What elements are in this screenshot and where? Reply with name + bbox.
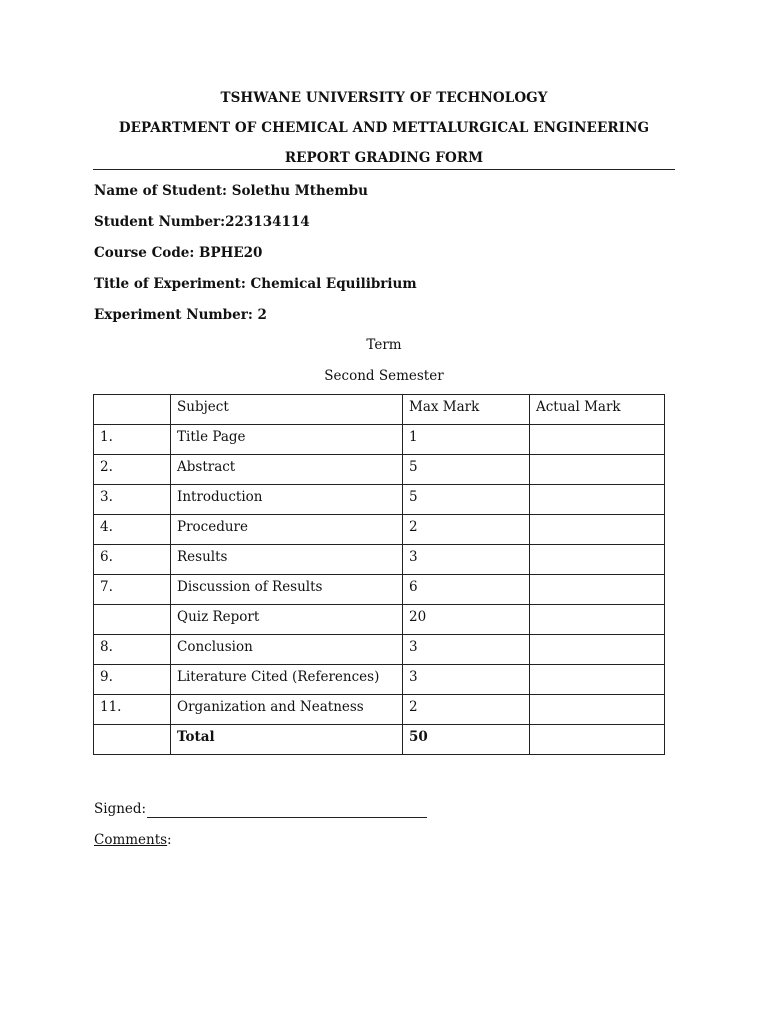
table-row [94, 545, 665, 575]
row-actual-mark[interactable] [530, 545, 665, 575]
row-subject: Title Page [171, 425, 403, 455]
row-subject: Introduction [171, 485, 403, 515]
comments-label: Comments [94, 832, 168, 848]
table-row [94, 605, 665, 635]
row-subject: Quiz Report [171, 605, 403, 635]
row-subject: Abstract [171, 455, 403, 485]
table-row [94, 455, 665, 485]
row-number: 4. [94, 515, 171, 545]
grading-table [93, 394, 665, 755]
table-row [94, 575, 665, 605]
row-max-mark: 2 [403, 515, 530, 545]
row-max-mark: 20 [403, 605, 530, 635]
row-subject: Discussion of Results [171, 575, 403, 605]
row-number: 11. [94, 695, 171, 725]
row-actual-mark[interactable] [530, 575, 665, 605]
row-number: 6. [94, 545, 171, 575]
row-number: 3. [94, 485, 171, 515]
row-actual-mark[interactable] [530, 695, 665, 725]
header-rule [93, 169, 675, 170]
row-actual-mark[interactable] [530, 605, 665, 635]
university-title: TSHWANE UNIVERSITY OF TECHNOLOGY [220, 90, 548, 106]
experiment-number: Experiment Number: 2 [94, 307, 267, 323]
row-max-mark: 2 [403, 695, 530, 725]
course-code: Course Code: BPHE20 [94, 245, 263, 261]
row-max-mark: 3 [403, 545, 530, 575]
header-cell-actual-mark: Actual Mark [530, 395, 665, 425]
row-actual-mark[interactable] [530, 455, 665, 485]
comments-colon: : [167, 832, 172, 848]
row-number: 1. [94, 425, 171, 455]
student-name: Name of Student: Solethu Mthembu [94, 183, 368, 199]
term-label: Term [366, 337, 402, 353]
row-actual-mark[interactable] [530, 425, 665, 455]
row-max-mark: 50 [403, 725, 530, 755]
signed-label: Signed: [94, 801, 147, 817]
experiment-title: Title of Experiment: Chemical Equilibrium [94, 276, 417, 292]
row-max-mark: 3 [403, 665, 530, 695]
row-actual-mark[interactable] [530, 485, 665, 515]
row-subject: Organization and Neatness [171, 695, 403, 725]
row-actual-mark[interactable] [530, 665, 665, 695]
row-actual-mark[interactable] [530, 725, 665, 755]
row-subject: Conclusion [171, 635, 403, 665]
department-title: DEPARTMENT OF CHEMICAL AND METTALURGICAL ENGINEERING [118, 120, 650, 136]
table-row [94, 485, 665, 515]
row-number: 2. [94, 455, 171, 485]
form-title: REPORT GRADING FORM [284, 150, 484, 166]
term-value: Second Semester [324, 368, 444, 384]
row-max-mark: 5 [403, 455, 530, 485]
table-row [94, 635, 665, 665]
table-row [94, 695, 665, 725]
row-max-mark: 1 [403, 425, 530, 455]
row-actual-mark[interactable] [530, 515, 665, 545]
row-number: 8. [94, 635, 171, 665]
header-cell-max-mark: Max Mark [403, 395, 530, 425]
table-row [94, 425, 665, 455]
row-subject: Total [171, 725, 403, 755]
table-row [94, 515, 665, 545]
row-subject: Results [171, 545, 403, 575]
row-subject: Literature Cited (References) [171, 665, 403, 695]
row-number: 9. [94, 665, 171, 695]
student-number: Student Number:223134114 [94, 214, 310, 230]
table-row [94, 665, 665, 695]
table-header-row [94, 395, 665, 425]
table-total-row [94, 725, 665, 755]
row-subject: Procedure [171, 515, 403, 545]
row-max-mark: 3 [403, 635, 530, 665]
row-max-mark: 6 [403, 575, 530, 605]
row-max-mark: 5 [403, 485, 530, 515]
row-number [94, 605, 171, 635]
header-cell-number [94, 395, 171, 425]
row-number [94, 725, 171, 755]
row-actual-mark[interactable] [530, 635, 665, 665]
header-cell-subject: Subject [171, 395, 403, 425]
signature-line[interactable] [147, 817, 427, 818]
row-number: 7. [94, 575, 171, 605]
